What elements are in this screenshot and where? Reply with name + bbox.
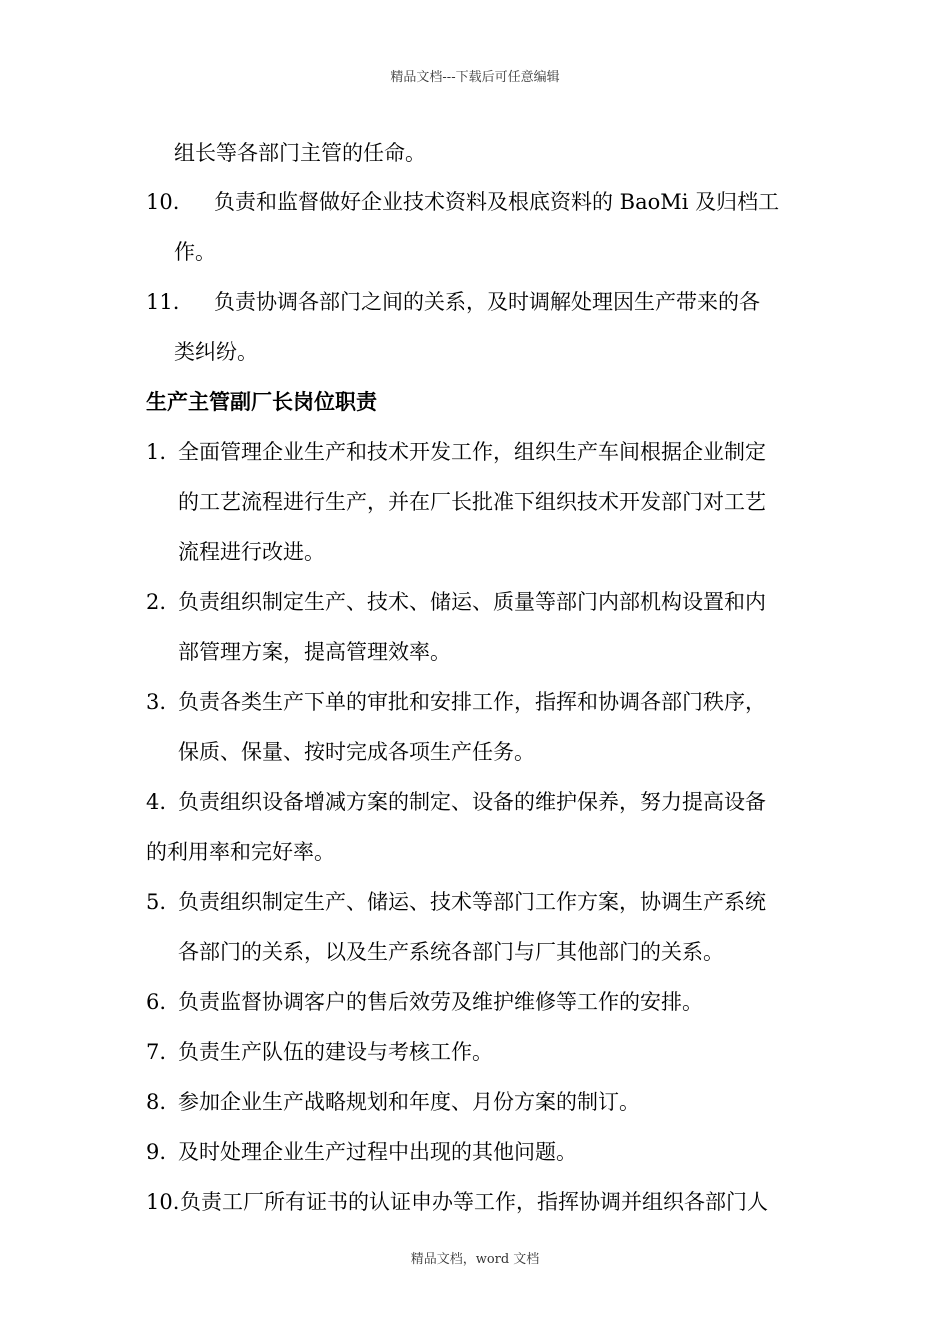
- list-number: 3.: [146, 690, 167, 714]
- duty-item-5-line1: [146, 889, 766, 915]
- list-number: 9.: [146, 1140, 167, 1164]
- list-item-10-line2: 作。: [174, 240, 216, 264]
- duty-item-4-line2: 的利用率和完好率。: [146, 840, 335, 864]
- list-item-text: 负责生产队伍的建设与考核工作。: [178, 1040, 493, 1064]
- list-item-10-line1: [146, 189, 779, 215]
- list-number: 4.: [146, 790, 167, 814]
- list-number: 11.: [146, 290, 180, 314]
- list-item-text: 全面管理企业生产和技术开发工作，组织生产车间根据企业制定: [178, 440, 766, 464]
- duty-item-1-line3: 流程进行改进。: [178, 540, 325, 564]
- list-item-text: 负责组织制定生产、技术、储运、质量等部门内部机构设置和内: [178, 590, 766, 614]
- section-title: 生产主管副厂长岗位职责: [146, 389, 377, 414]
- list-item-text: 负责各类生产下单的审批和安排工作，指挥和协调各部门秩序，: [178, 690, 766, 714]
- list-item-text: 负责协调各部门之间的关系，及时调解处理因生产带来的各: [214, 290, 760, 314]
- continuation-line: 组长等各部门主管的任命。: [174, 141, 426, 165]
- list-item-11-line2: 类纠纷。: [174, 340, 258, 364]
- list-item-text: 及时处理企业生产过程中出现的其他问题。: [178, 1140, 577, 1164]
- duty-item-2-line2: 部管理方案，提高管理效率。: [178, 640, 451, 664]
- list-item-text: 负责组织设备增减方案的制定、设备的维护保养，努力提高设备: [178, 790, 766, 814]
- duty-item-1-line2: 的工艺流程进行生产，并在厂长批准下组织技术开发部门对工艺: [178, 490, 766, 514]
- list-item-text: 负责组织制定生产、储运、技术等部门工作方案，协调生产系统: [178, 890, 766, 914]
- list-number: 5.: [146, 890, 167, 914]
- list-number: 6.: [146, 990, 167, 1014]
- duty-item-5-line2: 各部门的关系，以及生产系统各部门与厂其他部门的关系。: [178, 940, 724, 964]
- list-item-text: 参加企业生产战略规划和年度、月份方案的制订。: [178, 1090, 640, 1114]
- list-number: 10.: [146, 190, 180, 214]
- list-number: 1.: [146, 440, 167, 464]
- list-item-text: 负责监督协调客户的售后效劳及维护维修等工作的安排。: [178, 990, 703, 1014]
- duty-item-8: [146, 1089, 640, 1115]
- duty-item-2-line1: [146, 589, 766, 615]
- list-number: 8.: [146, 1090, 167, 1114]
- list-number: 10.: [146, 1190, 180, 1214]
- page-header-note: 精品文档---下载后可任意编辑: [390, 70, 560, 85]
- page-footer-note: 精品文档，word 文档: [410, 1252, 540, 1267]
- list-number: 2.: [146, 590, 167, 614]
- duty-item-1-line1: [146, 439, 766, 465]
- duty-item-3-line2: 保质、保量、按时完成各项生产任务。: [178, 740, 535, 764]
- duty-item-10: [146, 1189, 768, 1215]
- list-item-11-line1: [146, 289, 760, 315]
- duty-item-6: [146, 989, 703, 1015]
- list-item-text: 负责工厂所有证书的认证申办等工作，指挥协调并组织各部门人: [180, 1190, 768, 1214]
- duty-item-7: [146, 1039, 493, 1065]
- duty-item-4-line1: [146, 789, 766, 815]
- list-item-text: 负责和监督做好企业技术资料及根底资料的 BaoMi 及归档工: [214, 190, 780, 214]
- duty-item-3-line1: [146, 689, 766, 715]
- duty-item-9: [146, 1139, 577, 1165]
- list-number: 7.: [146, 1040, 167, 1064]
